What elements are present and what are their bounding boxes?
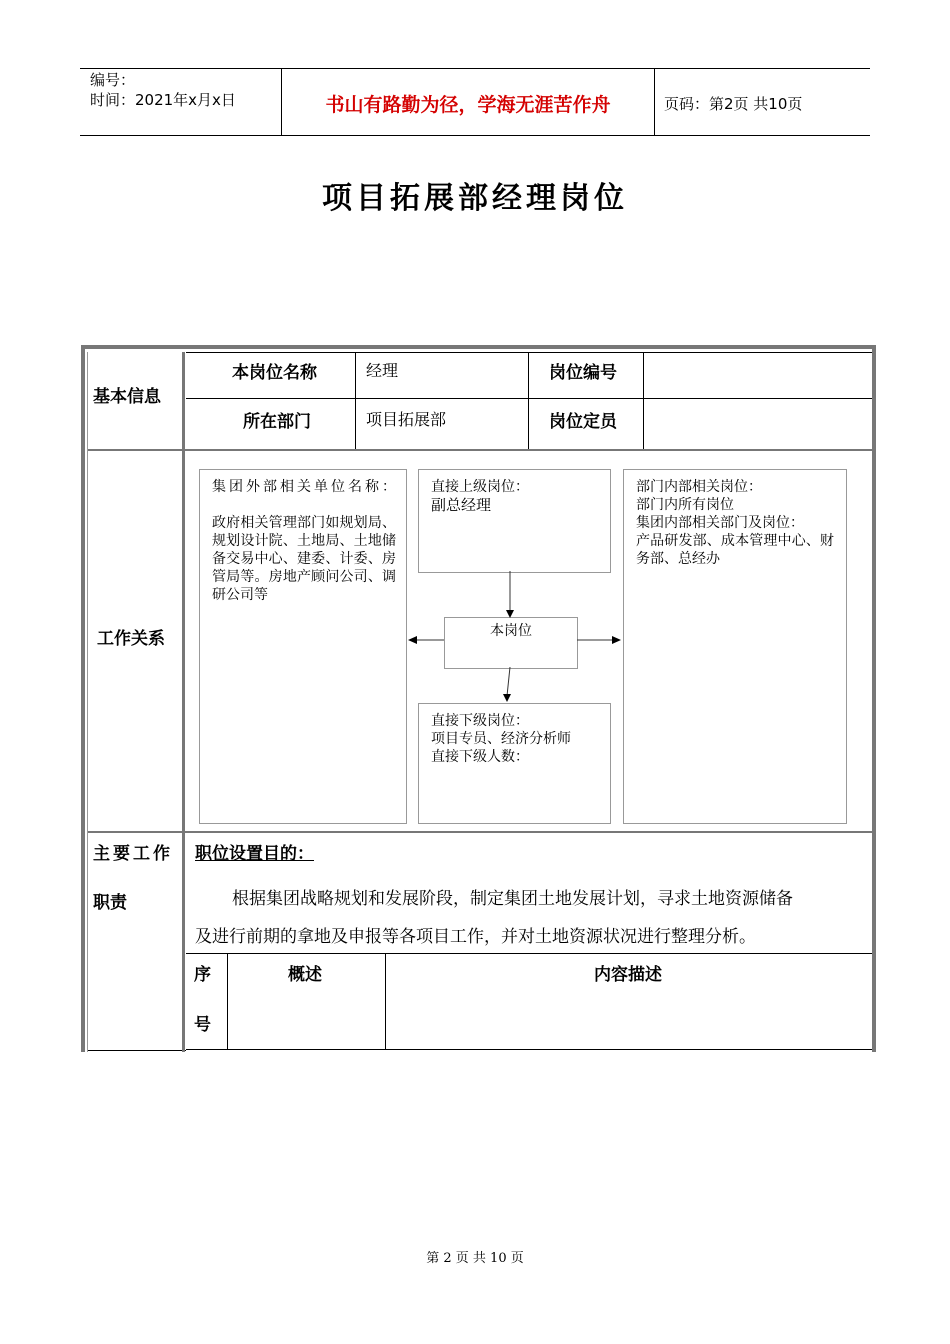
header-number: 编号： xyxy=(90,71,136,89)
purpose-line-1: 根据集团战略规划和发展阶段，制定集团土地发展计划，寻求土地资源储备 xyxy=(232,889,793,909)
header-meta xyxy=(90,70,236,110)
arrow-down-head-1 xyxy=(506,610,514,618)
basic-row-top xyxy=(186,352,872,353)
duties-label-2: 职责 xyxy=(93,893,127,913)
header-bottom-rule xyxy=(80,135,870,136)
purpose-line-2: 及进行前期的拿地及申报等各项目工作，并对土地资源状况进行整理分析。 xyxy=(195,927,756,947)
external-title: 集团外部相关单位名称： xyxy=(212,479,396,495)
duty-table-bottom xyxy=(186,1049,872,1050)
superior-box xyxy=(418,469,611,573)
duties-label-1: 主要工作 xyxy=(93,844,173,864)
col-seq-1: 序 xyxy=(194,965,211,985)
col-content: 内容描述 xyxy=(594,965,662,985)
arrow-down-head-2 xyxy=(503,694,511,702)
header-top-rule xyxy=(80,68,870,69)
header-divider-2 xyxy=(654,68,655,136)
label-col-inner-left xyxy=(87,352,88,1052)
header-page: 页码：第2页 共10页 xyxy=(664,95,803,113)
arrow-right-head xyxy=(612,636,621,644)
dept-label: 所在部门 xyxy=(243,412,311,432)
basic-vsep-3 xyxy=(643,352,644,449)
subordinate-label: 直接下级岗位： xyxy=(431,713,529,729)
purpose-label: 职位设置目的： xyxy=(195,844,314,864)
header-slogan: 书山有路勤为径，学海无涯苦作舟 xyxy=(325,94,611,116)
row-sep-2 xyxy=(88,831,872,833)
group-value: 产品研发部、成本管理中心、财务部、总经办 xyxy=(636,533,834,567)
superior-value: 副总经理 xyxy=(431,496,492,514)
external-body: 政府相关管理部门如规划局、规划设计院、土地局、土地储备交易中心、建委、计委、房管局等。房地产顾问公司、调研公司等 xyxy=(212,515,396,603)
post-name-value: 经理 xyxy=(366,361,399,380)
col-summary: 概述 xyxy=(288,965,322,985)
internal-value: 部门内所有岗位 xyxy=(636,497,734,513)
footer-page-number: 第 2 页 共 10 页 xyxy=(426,1251,524,1266)
table-border-top xyxy=(81,345,876,349)
basic-info-label: 基本信息 xyxy=(93,387,161,407)
basic-vsep-1 xyxy=(355,352,356,449)
duty-col-sep-2 xyxy=(385,953,386,1050)
label-col-divider xyxy=(182,352,185,1052)
duty-table-top xyxy=(186,953,872,954)
self-post-label: 本岗位 xyxy=(490,623,532,639)
subordinate-value: 项目专员、经济分析师 xyxy=(431,731,571,747)
subordinate-box xyxy=(418,703,611,824)
superior-label: 直接上级岗位： xyxy=(431,479,529,495)
table-border-left xyxy=(81,345,85,1052)
arrow-left-head xyxy=(408,636,417,644)
basic-vsep-2 xyxy=(528,352,529,449)
relation-arrows xyxy=(405,568,625,708)
row-sep-1 xyxy=(88,449,872,451)
group-title: 集团内部相关部门及岗位： xyxy=(636,515,804,531)
col-seq-2: 号 xyxy=(194,1015,211,1035)
post-name-label: 本岗位名称 xyxy=(232,363,317,383)
header-time: 时间：2021年x月x日 xyxy=(90,91,236,109)
external-units-box xyxy=(199,469,407,824)
table-bottom-left xyxy=(88,1050,186,1051)
internal-title: 部门内部相关岗位： xyxy=(636,479,762,495)
basic-row-sep xyxy=(186,398,872,399)
arrow-down-line-2 xyxy=(507,667,510,696)
dept-value: 项目拓展部 xyxy=(366,410,447,429)
subordinate-count: 直接下级人数： xyxy=(431,749,529,765)
post-code-label: 岗位编号 xyxy=(549,363,617,383)
quota-label: 岗位定员 xyxy=(549,412,617,432)
table-border-right xyxy=(872,345,876,1052)
internal-box xyxy=(623,469,847,824)
duty-col-sep-1 xyxy=(227,953,228,1050)
page-title: 项目拓展部经理岗位 xyxy=(322,181,628,216)
work-relations-label: 工作关系 xyxy=(97,629,165,649)
